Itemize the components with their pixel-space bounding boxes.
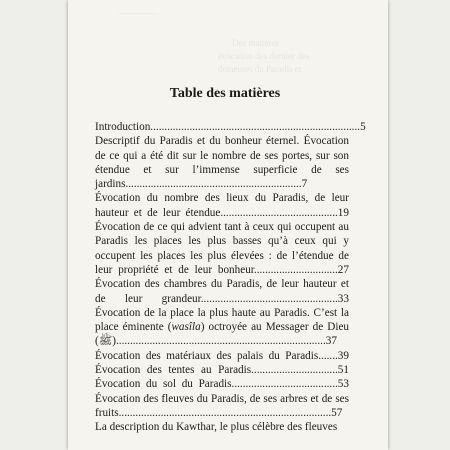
toc-entry-tentes: Évocation des tentes au Paradis...............................51 <box>95 364 349 377</box>
bleed-through-text: évocation des dernier des <box>218 51 310 61</box>
table-of-contents <box>95 120 366 435</box>
toc-entry-fleuves-arbres: Évocation des fleuves du Paradis, de ses arbres et de ses fruits............................................................................57 <box>95 392 349 419</box>
toc-entry-places-basses-elevees: Évocation de ce qui advient tant à ceux qui occupent au Paradis les places les plus basses qu’à ceux qui y occupent les places les plus élevées : de l’étendue de leur propriété et de leur bonheur..............................27 <box>95 221 349 276</box>
bleed-through-text: demeures du Paradis et <box>218 64 302 74</box>
bleed-through-text: Des matières <box>232 38 279 48</box>
toc-entry-kawthar: La description du Kawthar, le plus célèbre des fleuves <box>95 421 338 434</box>
toc-entry-introduction: Introduction...........................................................................5 <box>95 121 366 133</box>
toc-entry-sol: Évocation du sol du Paradis......................................53 <box>95 378 349 391</box>
bleed-through-text: ————— <box>118 8 158 17</box>
italic-term: wasîla <box>171 321 201 334</box>
toc-entry-descriptif-paradis: Descriptif du Paradis et du bonheur éternel. Évocation de ce qui a été dit sur le nombre de ses portes, sur son étendue et sur l’immense superficie de ses jardins...............................................................7 <box>95 135 349 191</box>
toc-entry-chambres: Évocation des chambres du Paradis, de leur hauteur et de leur grandeur.................................................33 <box>95 278 349 305</box>
toc-entry-nombre-lieux: Évocation du nombre des lieux du Paradis, de leur hauteur et de leur étendue..........................................19 <box>95 192 349 219</box>
toc-entry-materiaux-palais: Évocation des matériaux des palais du Paradis.......39 <box>95 349 349 362</box>
toc-entry-place-plus-haute: Évocation de la place la plus haute au Paradis. C’est la place éminente (wasîla) octroyée au Messager de Dieu (ﷺ)...........................................................................37 <box>95 306 350 348</box>
page-title: Table des matières <box>169 86 281 101</box>
